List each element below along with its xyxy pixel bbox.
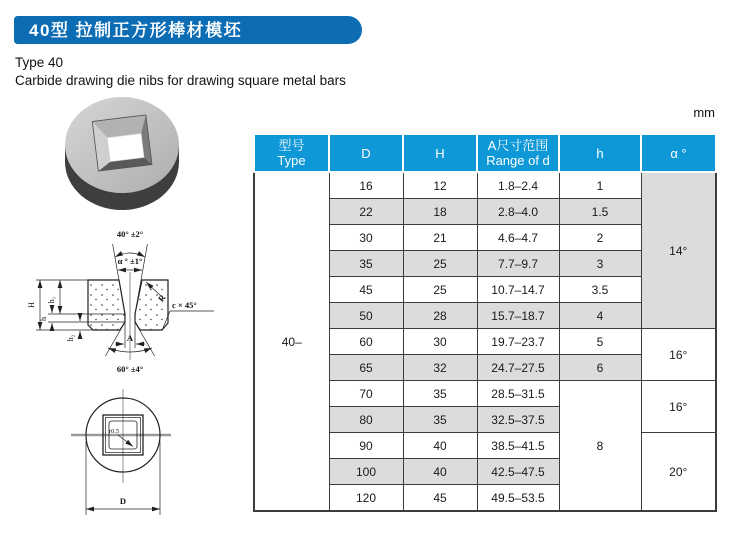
corner-radius-leader	[118, 435, 133, 447]
col-header-d: D	[329, 134, 403, 172]
cell-d: 16	[329, 172, 403, 199]
cell-d: 45	[329, 277, 403, 303]
height-dim-label: H	[27, 302, 36, 308]
col-header-h-upper: H	[403, 134, 477, 172]
die-square-hole	[92, 115, 152, 171]
cell-d: 70	[329, 381, 403, 407]
cell-h-upper: 32	[403, 355, 477, 381]
cell-h-upper: 18	[403, 199, 477, 225]
cell-range: 38.5–41.5	[477, 433, 559, 459]
cell-d: 100	[329, 459, 403, 485]
cell-h-upper: 30	[403, 329, 477, 355]
col-header-range	[477, 134, 559, 172]
page-title: 40型 拉制正方形棒材模坯	[29, 21, 243, 40]
cell-range: 7.7–9.7	[477, 251, 559, 277]
cell-h-lower: 1	[559, 172, 641, 199]
spec-table	[253, 133, 717, 512]
h1-dim-label: h₁	[47, 296, 56, 304]
cell-d: 65	[329, 355, 403, 381]
cell-range: 15.7–18.7	[477, 303, 559, 329]
cell-h-lower: 5	[559, 329, 641, 355]
cell-range: 32.5–37.5	[477, 407, 559, 433]
cell-h-upper: 45	[403, 485, 477, 512]
cell-d: 22	[329, 199, 403, 225]
col-header-alpha: α °	[641, 134, 716, 172]
cell-h-upper: 25	[403, 277, 477, 303]
cell-h-lower: 1.5	[559, 199, 641, 225]
intro-line-type: Type 40	[15, 55, 64, 70]
cell-alpha-group: 20°	[641, 433, 716, 512]
cell-h-upper: 28	[403, 303, 477, 329]
cell-h-upper: 25	[403, 251, 477, 277]
cell-h-lower: 2	[559, 225, 641, 251]
cell-d: 35	[329, 251, 403, 277]
header-row	[254, 134, 716, 172]
cell-d: 30	[329, 225, 403, 251]
cell-d: 50	[329, 303, 403, 329]
cell-h-lower: 4	[559, 303, 641, 329]
chamfer-label: c × 45°	[172, 300, 197, 310]
exit-angle-label: 60° ±4°	[116, 364, 144, 374]
col-header-type-zh: 型号	[278, 138, 305, 153]
die-section-drawing	[22, 222, 242, 387]
h-dim-label: h	[39, 317, 48, 321]
die-3d-pictogram	[58, 96, 188, 211]
die-plan-drawing	[55, 385, 215, 535]
cell-h-lower: 6	[559, 355, 641, 381]
nib-section-left-block	[88, 280, 125, 330]
cell-range: 4.6–4.7	[477, 225, 559, 251]
cell-h-upper: 40	[403, 459, 477, 485]
cell-d: 60	[329, 329, 403, 355]
cell-range: 1.8–2.4	[477, 172, 559, 199]
unit-label: mm	[693, 105, 715, 120]
cell-range: 2.8–4.0	[477, 199, 559, 225]
cell-type: 40–	[254, 172, 329, 511]
cell-alpha-group: 14°	[641, 172, 716, 329]
cell-range: 49.5–53.5	[477, 485, 559, 512]
col-header-range-en: Range of d	[486, 153, 550, 168]
col-header-range-zh: A尺寸范围	[487, 138, 549, 153]
intro-text	[15, 54, 346, 89]
cell-alpha-group: 16°	[641, 329, 716, 381]
entry-angle-label: 40° ±2°	[116, 229, 144, 239]
cell-range: 19.7–23.7	[477, 329, 559, 355]
cell-h-upper: 21	[403, 225, 477, 251]
bore-dim-label: A	[126, 333, 134, 343]
table-row	[254, 172, 716, 199]
cell-h-lower: 3.5	[559, 277, 641, 303]
hole-through-opening	[107, 134, 144, 162]
intro-line-description: Carbide drawing die nibs for drawing square metal bars	[15, 72, 346, 88]
cell-range: 24.7–27.5	[477, 355, 559, 381]
h2-dim-label: h₂	[66, 334, 75, 342]
cell-h-upper: 35	[403, 407, 477, 433]
cell-h-upper: 35	[403, 381, 477, 407]
page-title-banner	[14, 16, 362, 44]
cell-d: 80	[329, 407, 403, 433]
alpha-angle-label: α ° ±1°	[117, 256, 143, 266]
cell-d: 90	[329, 433, 403, 459]
cell-h-merged: 8	[559, 381, 641, 512]
col-header-type-en: Type	[277, 153, 306, 168]
diameter-dim-label: D	[119, 496, 127, 506]
cell-alpha-group: 16°	[641, 381, 716, 433]
radius-label: R	[155, 292, 168, 304]
cell-h-upper: 40	[403, 433, 477, 459]
corner-radius-label: r0.5	[108, 428, 120, 435]
spec-table-grid	[253, 133, 717, 512]
cell-range: 10.7–14.7	[477, 277, 559, 303]
cell-h-lower: 3	[559, 251, 641, 277]
cell-range: 28.5–31.5	[477, 381, 559, 407]
col-header-type	[254, 134, 329, 172]
cell-h-upper: 12	[403, 172, 477, 199]
col-header-h-lower: h	[559, 134, 641, 172]
cell-range: 42.5–47.5	[477, 459, 559, 485]
cell-d: 120	[329, 485, 403, 512]
